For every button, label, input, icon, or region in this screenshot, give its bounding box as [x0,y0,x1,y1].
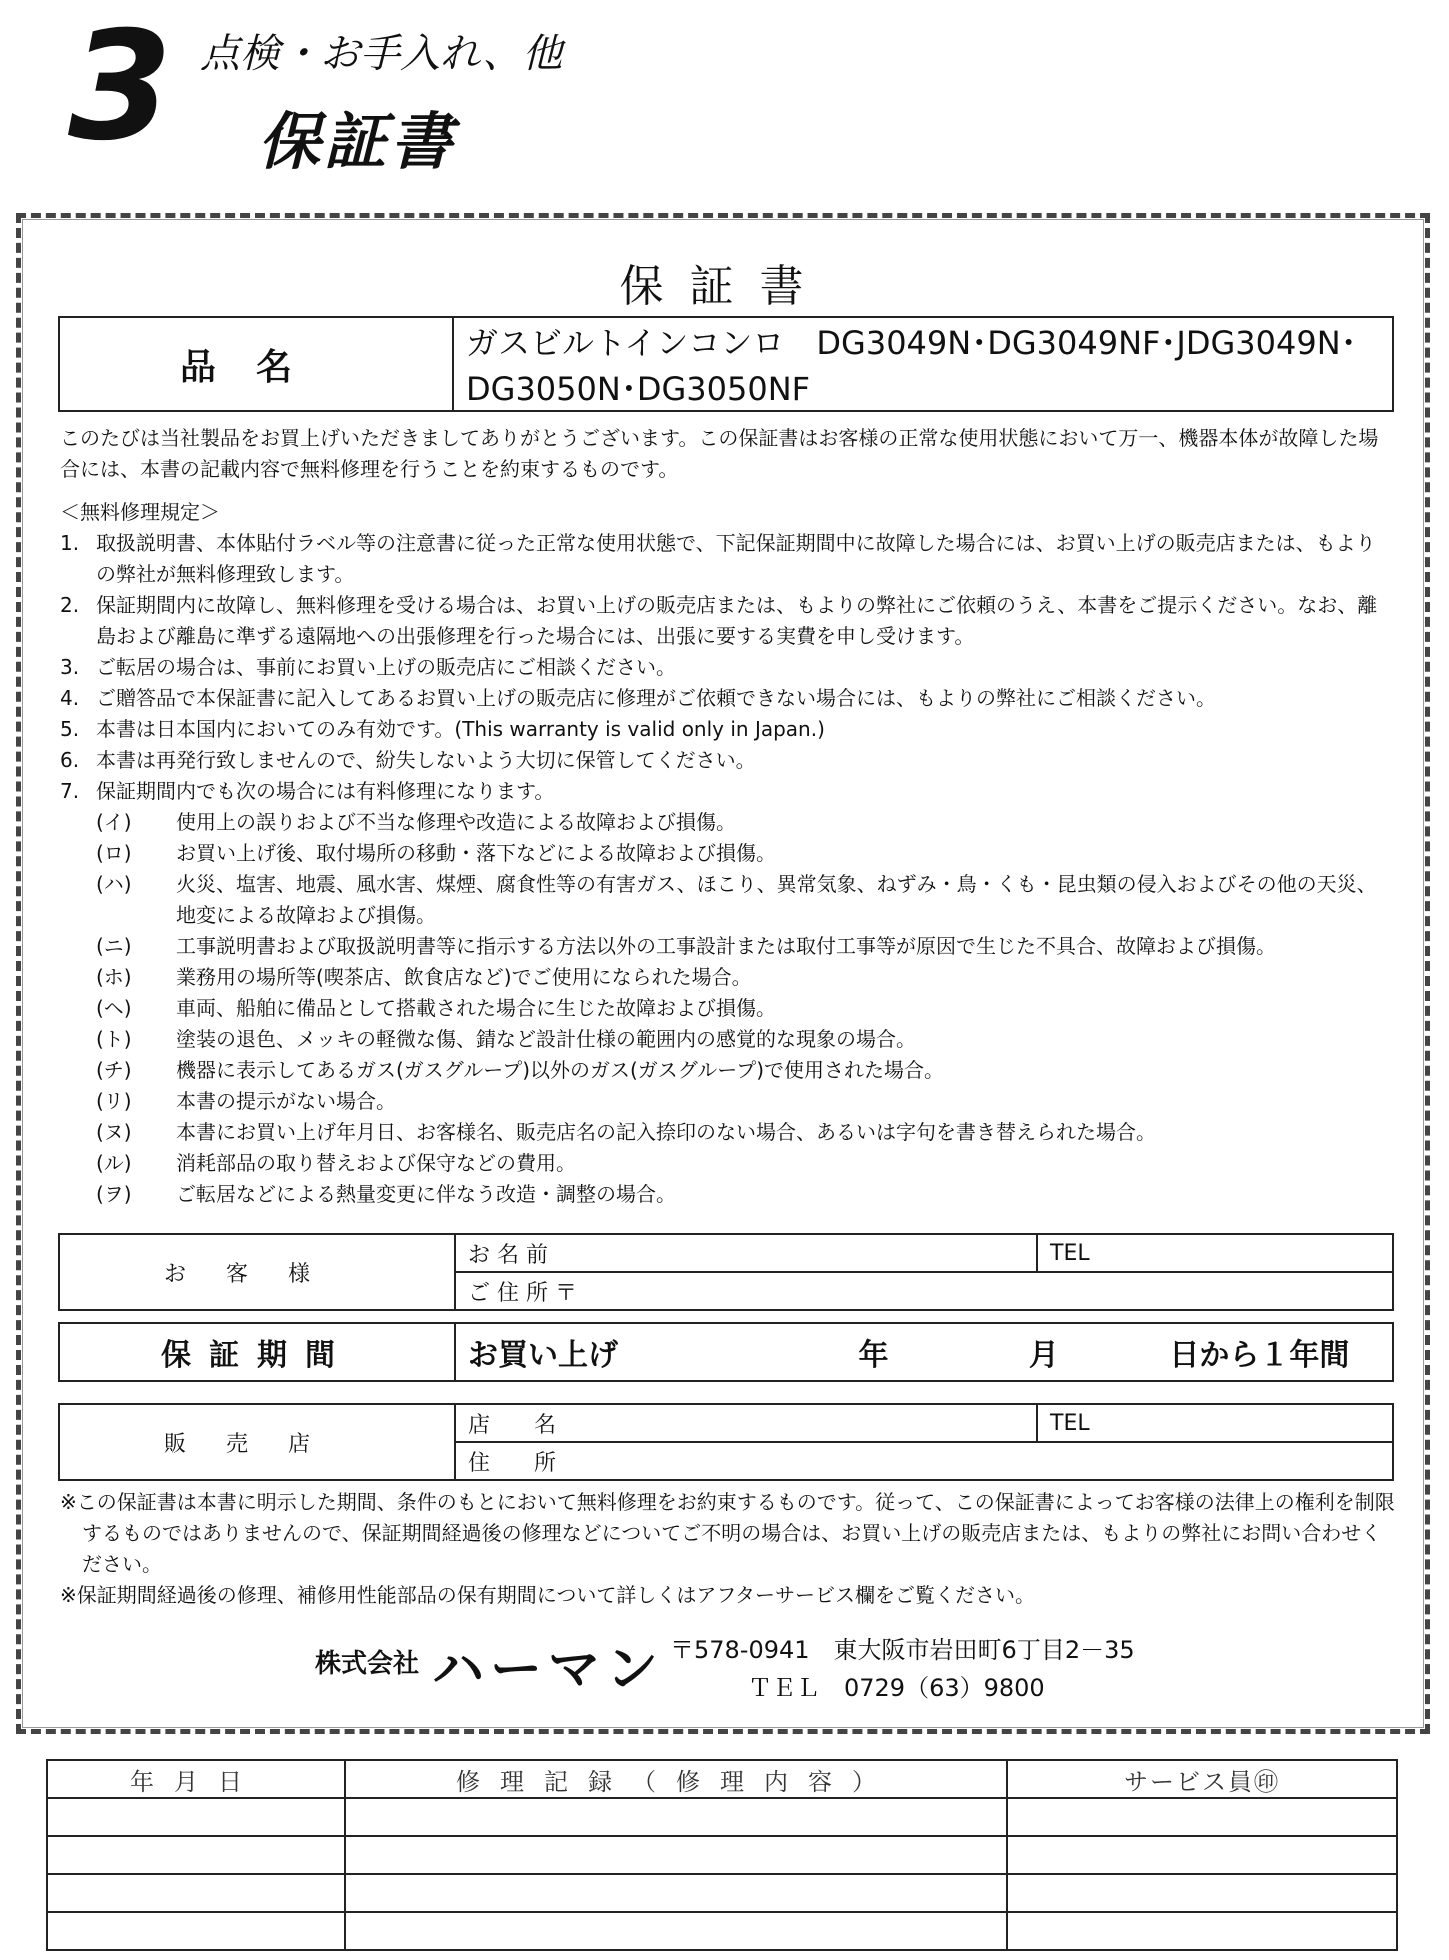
sub-rule-text: 火災、塩害、地震、風水害、煤煙、腐食性等の有害ガス、ほこり、異常気象、ねずみ・鳥・くも・昆虫類の侵入およびその他の天災、地変による故障および損傷。 [176,872,1377,927]
sub-rule-item [60,1148,1395,1179]
repair-log-table [46,1759,1398,1951]
repair-row [47,1912,1397,1950]
sub-rule-item [60,962,1395,993]
repair-row [47,1874,1397,1912]
address-line-1: 〒578-0941 東大阪市岩田町6丁目2－35 [670,1636,1135,1664]
rule-number: 2. [60,593,80,617]
sub-rule-item [60,1117,1395,1148]
seller-label: 販売店 [59,1404,455,1480]
product-label: 品名 [59,317,453,411]
rules-heading: ＜無料修理規定＞ [60,500,220,524]
sub-rule-mark: (チ) [96,1058,132,1082]
note-2: ※保証期間経過後の修理、補修用性能部品の保有期間について詳しくはアフターサービス欄をご覧ください。 [60,1583,1035,1607]
sub-rule-mark: (ト) [96,1027,132,1051]
repair-col-record: 修理記録（修理内容） [345,1760,1007,1798]
repair-record-cell[interactable] [345,1912,1007,1950]
sub-rule-mark: (ヘ) [96,996,132,1020]
intro-text: このたびは当社製品をお買上げいただきましてありがとうございます。この保証書はお客様の正常な使用状態において万一、機器本体が故障した場合には、本書の記載内容で無料修理を行うことを約束するものです。 [60,426,1379,481]
rule-number: 6. [60,748,80,772]
repair-record-cell[interactable] [345,1874,1007,1912]
sub-rule-text: 業務用の場所等(喫茶店、飲食店など)でご使用になられた場合。 [176,965,752,989]
sub-rule-text: 車両、船舶に備品として搭載された場合に生じた故障および損傷。 [176,996,776,1020]
rule-number: 5. [60,717,80,741]
repair-staff-cell[interactable] [1007,1874,1397,1912]
rule-number: 4. [60,686,80,710]
sub-rule-item [60,838,1395,869]
sub-rule-mark: (ル) [96,1151,132,1175]
rule-text: 保証期間内でも次の場合には有料修理になります。 [96,779,555,803]
rule-text: 取扱説明書、本体貼付ラベル等の注意書に従った正常な使用状態で、下記保証期間中に故障した場合には、お買い上げの販売店または、もよりの弊社が無料修理致します。 [96,531,1376,586]
rule-text: 保証期間内に故障し、無料修理を受ける場合は、お買い上げの販売店または、もよりの弊社にご依頼のうえ、本書をご提示ください。なお、離島および離島に準ずる遠隔地への出張修理を行った場合には、出張に要する実費を申し受けます。 [96,593,1378,648]
rule-item [60,745,1395,776]
sub-rule-item [60,931,1395,962]
rule-item [60,590,1395,652]
repair-staff-cell[interactable] [1007,1912,1397,1950]
customer-name-field[interactable]: お 名 前 [455,1234,1037,1272]
document-title: 保証書 [619,261,830,312]
rule-list [60,528,1395,807]
seller-address-field[interactable]: 住 所 [455,1442,1393,1480]
rule-item [60,683,1395,714]
rule-number: 3. [60,655,80,679]
rule-item [60,652,1395,683]
notes-section [60,1487,1395,1611]
repair-record-cell[interactable] [345,1836,1007,1874]
repair-col-date: 年月日 [47,1760,345,1798]
sub-rule-text: お買い上げ後、取付場所の移動・落下などによる故障および損傷。 [176,841,776,865]
sub-rule-text: 機器に表示してあるガス(ガスグループ)以外のガス(ガスグループ)で使用された場合。 [176,1058,945,1082]
seller-table [58,1403,1394,1481]
sub-rule-text: 使用上の誤りおよび不当な修理や改造による故障および損傷。 [176,810,736,834]
sub-rule-text: 塗装の退色、メッキの軽微な傷、錆など設計仕様の範囲内の感覚的な現象の場合。 [176,1027,916,1051]
rule-number: 1. [60,531,80,555]
sub-rule-item [60,1179,1395,1210]
sub-rule-mark: (イ) [96,810,132,834]
company-address [670,1631,1135,1707]
sub-rule-list [60,807,1395,1210]
purchase-text: お買い上げ [468,1338,618,1373]
sub-rule-text: 本書の提示がない場合。 [176,1089,396,1113]
sub-rule-text: 本書にお買い上げ年月日、お客様名、販売店名の記入捺印のない場合、あるいは字句を書き替えられた場合。 [176,1120,1156,1144]
address-line-2: ＴＥＬ 0729（63）9800 [748,1674,1045,1702]
rule-item [60,528,1395,590]
chapter-number: 3 [68,0,173,174]
repair-col-staff: サービス員㊞ [1007,1760,1397,1798]
sub-rule-mark: (ハ) [96,872,132,896]
repair-log-body [47,1798,1397,1950]
warranty-period-label: 保証期間 [59,1323,455,1381]
repair-date-cell[interactable] [47,1912,345,1950]
repair-record-cell[interactable] [345,1798,1007,1836]
seller-shop-field[interactable]: 店 名 [455,1404,1037,1442]
chapter-subtitle: 点検・お手入れ、他 [200,31,563,77]
rule-text: 本書は再発行致しませんので、紛失しないよう大切に保管してください。 [96,748,756,772]
product-value: ガスビルトインコンロ DG3049N･DG3049NF･JDG3049N･DG3050N･DG3050NF [453,317,1393,411]
day-from-text: 日から１年間 [1169,1338,1350,1373]
sub-rule-mark: (リ) [96,1089,132,1113]
sub-rule-text: ご転居などによる熱量変更に伴なう改造・調整の場合。 [176,1182,676,1206]
sub-rule-mark: (ニ) [96,934,132,958]
month-text: 月 [1028,1338,1059,1373]
sub-rule-item [60,807,1395,838]
rule-item [60,714,1395,745]
sub-rule-item [60,869,1395,931]
rules-section [60,497,1395,1210]
rule-number: 7. [60,779,80,803]
repair-date-cell[interactable] [47,1874,345,1912]
sub-rule-item [60,993,1395,1024]
customer-tel-field[interactable]: TEL [1037,1234,1393,1272]
customer-table [58,1233,1394,1311]
sub-rule-mark: (ホ) [96,965,132,989]
repair-row [47,1836,1397,1874]
sub-rule-text: 消耗部品の取り替えおよび保守などの費用。 [176,1151,576,1175]
sub-rule-item [60,1024,1395,1055]
chapter-title: 保証書 [258,105,457,178]
sub-rule-mark: (ヲ) [96,1182,132,1206]
rule-text: ご転居の場合は、事前にお買い上げの販売店にご相談ください。 [96,655,676,679]
product-table [58,316,1394,412]
rule-text: 本書は日本国内においてのみ有効です。(This warranty is valid only in Japan.) [96,717,825,741]
rule-text: ご贈答品で本保証書に記入してあるお買い上げの販売店に修理がご依頼できない場合には、もよりの弊社にご相談ください。 [96,686,1216,710]
sub-rule-item [60,1055,1395,1086]
seller-tel-field[interactable]: TEL [1037,1404,1393,1442]
customer-address-field[interactable]: ご 住 所 〒 [455,1272,1393,1310]
repair-date-cell[interactable] [47,1798,345,1836]
repair-date-cell[interactable] [47,1836,345,1874]
company-logo: ハーマン [432,1640,665,1700]
sub-rule-mark: (ヌ) [96,1120,132,1144]
customer-label: お客様 [59,1234,455,1310]
note-1: ※この保証書は本書に明示した期間、条件のもとにおいて無料修理をお約束するものです。従って、この保証書によってお客様の法律上の権利を制限するものではありませんので、保証期間経過後の修理などについてご不明の場合は、お買い上げの販売店または、もよりの弊社にお問い合わせください。 [60,1490,1395,1576]
warranty-period-table [58,1322,1394,1382]
repair-staff-cell[interactable] [1007,1798,1397,1836]
sub-rule-item [60,1086,1395,1117]
sub-rule-mark: (ロ) [96,841,132,865]
company-prefix: 株式会社 [315,1649,420,1679]
repair-row [47,1798,1397,1836]
year-text: 年 [858,1338,889,1373]
rule-item [60,776,1395,807]
warranty-period-value[interactable] [455,1323,1393,1381]
sub-rule-text: 工事説明書および取扱説明書等に指示する方法以外の工事設計または取付工事等が原因で生じた不具合、故障および損傷。 [176,934,1276,958]
repair-staff-cell[interactable] [1007,1836,1397,1874]
